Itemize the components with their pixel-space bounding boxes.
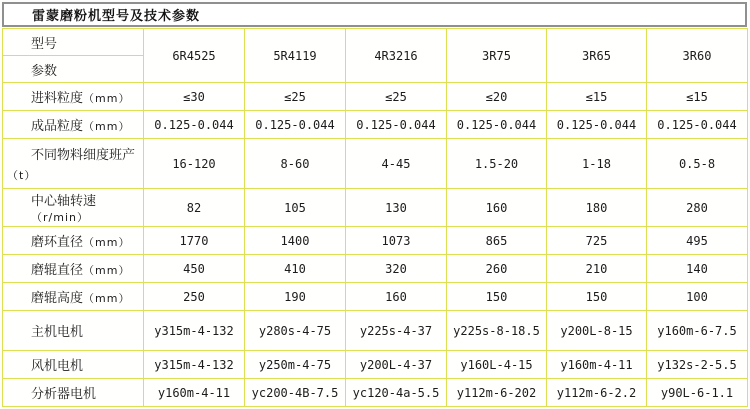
row-label-text: 中心轴转速 — [31, 194, 97, 209]
value-cell: y160m-4-11 — [547, 351, 647, 379]
row-label — [3, 83, 144, 111]
row-label-text: 风机电机 — [31, 359, 84, 374]
value-cell: 1.5-20 — [447, 139, 547, 189]
row-label-unit: （r/min） — [31, 211, 89, 224]
table-title: 雷蒙磨粉机型号及技术参数 — [32, 9, 201, 24]
value-cell: 0.125-0.044 — [447, 111, 547, 139]
table-row — [3, 227, 748, 255]
value-cell: 1-18 — [547, 139, 647, 189]
param-label-cell: 参数 — [3, 56, 144, 83]
value-cell: y280s-4-75 — [245, 311, 346, 351]
model-header: 3R60 — [647, 29, 748, 83]
spec-table — [2, 28, 748, 407]
value-cell: ≤15 — [647, 83, 748, 111]
row-label — [3, 139, 144, 189]
value-cell: y200L-8-15 — [547, 311, 647, 351]
row-label-text: 分析器电机 — [31, 387, 97, 402]
value-cell: y225s-4-37 — [346, 311, 447, 351]
value-cell: 150 — [447, 283, 547, 311]
table-row — [3, 139, 748, 189]
row-label-text: 成品粒度 — [31, 119, 84, 134]
table-row — [3, 111, 748, 139]
table-row — [3, 83, 748, 111]
value-cell: 280 — [647, 189, 748, 227]
value-cell: 450 — [144, 255, 245, 283]
table-row — [3, 379, 748, 407]
value-cell: 105 — [245, 189, 346, 227]
value-cell: 320 — [346, 255, 447, 283]
value-cell: yc200-4B-7.5 — [245, 379, 346, 407]
value-cell: 180 — [547, 189, 647, 227]
value-cell: y200L-4-37 — [346, 351, 447, 379]
value-cell: 725 — [547, 227, 647, 255]
value-cell: y315m-4-132 — [144, 311, 245, 351]
row-label-unit: （mm） — [83, 236, 131, 249]
value-cell: y112m-6-2.2 — [547, 379, 647, 407]
value-cell: ≤25 — [245, 83, 346, 111]
value-cell: 140 — [647, 255, 748, 283]
value-cell: 0.125-0.044 — [647, 111, 748, 139]
model-header: 6R4525 — [144, 29, 245, 83]
row-label — [3, 255, 144, 283]
value-cell: ≤30 — [144, 83, 245, 111]
value-cell: 4-45 — [346, 139, 447, 189]
row-label-unit: （mm） — [83, 264, 131, 277]
value-cell: 250 — [144, 283, 245, 311]
table-row — [3, 255, 748, 283]
header-row-model — [3, 29, 748, 56]
table-row — [3, 351, 748, 379]
value-cell: y112m-6-202 — [447, 379, 547, 407]
value-cell: ≤15 — [547, 83, 647, 111]
row-label-text: 磨辊高度 — [31, 291, 84, 306]
value-cell: y132s-2-5.5 — [647, 351, 748, 379]
row-label-text: 主机电机 — [31, 325, 84, 340]
row-label-unit: （t） — [7, 169, 37, 182]
value-cell: 160 — [346, 283, 447, 311]
value-cell: 160 — [447, 189, 547, 227]
row-label-text: 磨环直径 — [31, 235, 84, 250]
row-label-unit: （mm） — [83, 92, 131, 105]
value-cell: 0.125-0.044 — [346, 111, 447, 139]
row-label — [3, 189, 144, 227]
value-cell: 1770 — [144, 227, 245, 255]
value-cell: 0.125-0.044 — [547, 111, 647, 139]
value-cell: 865 — [447, 227, 547, 255]
model-header: 3R65 — [547, 29, 647, 83]
value-cell: 0.5-8 — [647, 139, 748, 189]
value-cell: 1073 — [346, 227, 447, 255]
row-label — [3, 379, 144, 407]
model-header: 3R75 — [447, 29, 547, 83]
row-label-unit: （mm） — [83, 120, 131, 133]
row-label — [3, 283, 144, 311]
table-title-bar — [2, 2, 747, 27]
row-label-text: 不同物料细度班产 — [31, 148, 136, 163]
value-cell: yc120-4a-5.5 — [346, 379, 447, 407]
value-cell: y250m-4-75 — [245, 351, 346, 379]
value-cell: 8-60 — [245, 139, 346, 189]
value-cell: 0.125-0.044 — [144, 111, 245, 139]
value-cell: 130 — [346, 189, 447, 227]
value-cell: 0.125-0.044 — [245, 111, 346, 139]
value-cell: y160L-4-15 — [447, 351, 547, 379]
value-cell: 82 — [144, 189, 245, 227]
row-label — [3, 311, 144, 351]
value-cell: 495 — [647, 227, 748, 255]
model-label-cell: 型号 — [3, 29, 144, 56]
value-cell: 260 — [447, 255, 547, 283]
table-row — [3, 311, 748, 351]
value-cell: y160m-4-11 — [144, 379, 245, 407]
value-cell: 410 — [245, 255, 346, 283]
model-header: 4R3216 — [346, 29, 447, 83]
row-label — [3, 227, 144, 255]
value-cell: 210 — [547, 255, 647, 283]
table-row — [3, 283, 748, 311]
value-cell: 100 — [647, 283, 748, 311]
table-row — [3, 189, 748, 227]
row-label — [3, 111, 144, 139]
row-label-text: 进料粒度 — [31, 91, 84, 106]
value-cell: 1400 — [245, 227, 346, 255]
value-cell: 190 — [245, 283, 346, 311]
model-header: 5R4119 — [245, 29, 346, 83]
value-cell: y160m-6-7.5 — [647, 311, 748, 351]
row-label-unit: （mm） — [83, 292, 131, 305]
row-label — [3, 351, 144, 379]
value-cell: y90L-6-1.1 — [647, 379, 748, 407]
value-cell: y225s-8-18.5 — [447, 311, 547, 351]
value-cell: y315m-4-132 — [144, 351, 245, 379]
value-cell: 16-120 — [144, 139, 245, 189]
row-label-text: 磨辊直径 — [31, 263, 84, 278]
value-cell: 150 — [547, 283, 647, 311]
value-cell: ≤25 — [346, 83, 447, 111]
value-cell: ≤20 — [447, 83, 547, 111]
